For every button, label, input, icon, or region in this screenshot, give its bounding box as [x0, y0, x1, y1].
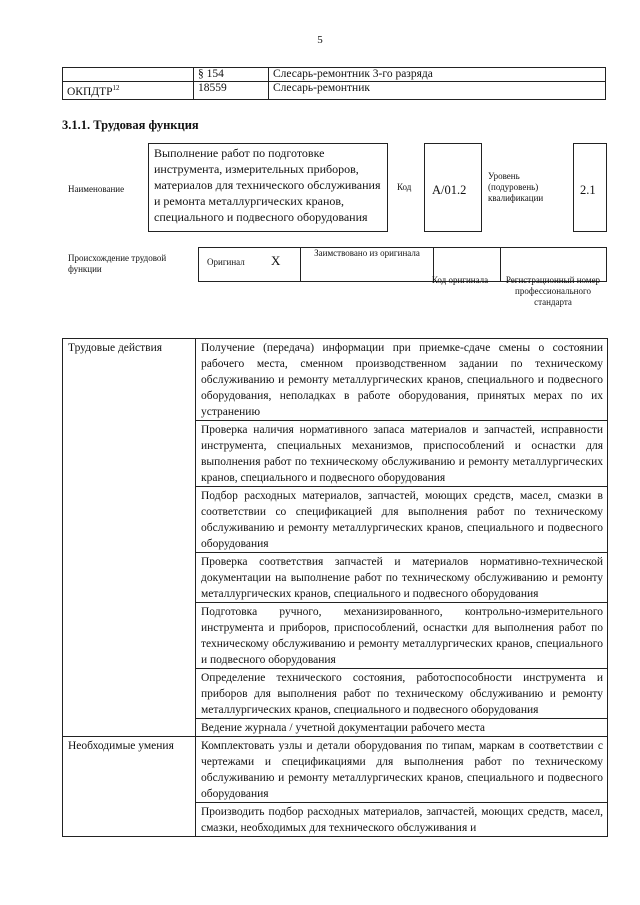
page-number: 5	[317, 34, 323, 46]
labor-action-item: Подготовка ручного, механизированного, контрольно-измерительного инструмента и приборов, приспособлений, оснастки для выполнения работ по техническому обслуживанию и ремонту металлургических кранов, специального и подвесного оборудования	[196, 603, 608, 669]
table-row	[63, 339, 608, 421]
level-label: Уровень (подуровень) квалификации	[488, 171, 544, 203]
table-row	[63, 82, 606, 100]
registration-caption: Регистрационный номер профессионального стандарта	[505, 275, 601, 307]
table-cell: ОКПДТР$^{12}$	[63, 82, 194, 100]
labor-action-item: Получение (передача) информации при приемке-сдаче смены о состоянии рабочего места, сменном производственном задании по техническому обслуживанию и ремонту металлургических кранов, специального и подвесного оборудования, неполадках в работе оборудования, принятых мерах по их устранению	[196, 339, 608, 421]
origin-label: Происхождение трудовой функции	[68, 253, 167, 274]
table-cell	[63, 68, 194, 82]
original-label: Оригинал	[199, 248, 269, 282]
original-mark: X	[268, 248, 301, 282]
skill-item: Производить подбор расходных материалов, запчастей, моющих средств, масел, смазки, необходимых для технического обслуживания и	[196, 803, 608, 837]
labor-action-item: Подбор расходных материалов, запчастей, моющих средств, масел, смазки в соответствии со спецификацией для выполнения работ по техническому обслуживанию и ремонту металлургических кранов, специального и подвесного оборудования	[196, 487, 608, 553]
level-value-box: 2.1	[573, 143, 607, 232]
table-cell: 18559	[194, 82, 269, 100]
original-code-caption: Код оригинала	[431, 275, 489, 285]
table-row	[63, 68, 606, 82]
table-cell: Слесарь-ремонтник	[269, 82, 606, 100]
labor-action-item: Проверка наличия нормативного запаса материалов и запчастей, исправности инструмента, специальных механизмов, приспособлений и оснастки для выполнения работ по техническому обслуживанию и ремонту металлургических кранов, специального и подвесного оборудования	[196, 421, 608, 487]
table-cell: Слесарь-ремонтник 3-го разряда	[269, 68, 606, 82]
code-label: Код	[397, 182, 412, 192]
borrowed-label: Заимствовано из оригинала	[301, 248, 434, 282]
labor-action-item: Проверка соответствия запчастей и материалов нормативно-технической документации на выполнение работ по техническому обслуживанию и ремонту металлургических кранов, специального и подвесного оборудования	[196, 553, 608, 603]
section-title: 3.1.1. Трудовая функция	[62, 118, 199, 132]
labor-actions-label: Трудовые действия	[63, 339, 196, 737]
function-name-box: Выполнение работ по подготовке инструмента, измерительных приборов, материалов для технического обслуживания и ремонта металлургических кранов, специального и подвесного оборудования	[148, 143, 388, 232]
name-label: Наименование	[68, 184, 125, 194]
labor-action-item: Определение технического состояния, работоспособности инструмента и приборов для выполнения работ по техническому обслуживанию и ремонту металлургических кранов, специального и подвесного оборудования	[196, 669, 608, 719]
labor-function-table	[62, 338, 608, 837]
table-cell: § 154	[194, 68, 269, 82]
occupation-table	[62, 67, 606, 100]
function-code-box: A/01.2	[424, 143, 482, 232]
required-skills-label: Необходимые умения	[63, 737, 196, 837]
labor-action-item: Ведение журнала / учетной документации рабочего места	[196, 719, 608, 737]
skill-item: Комплектовать узлы и детали оборудования по типам, маркам в соответствии с чертежами и спецификациями для выполнения работ по техническому обслуживанию и ремонту металлургических кранов, специального и подвесного оборудования	[196, 737, 608, 803]
table-row	[63, 737, 608, 803]
